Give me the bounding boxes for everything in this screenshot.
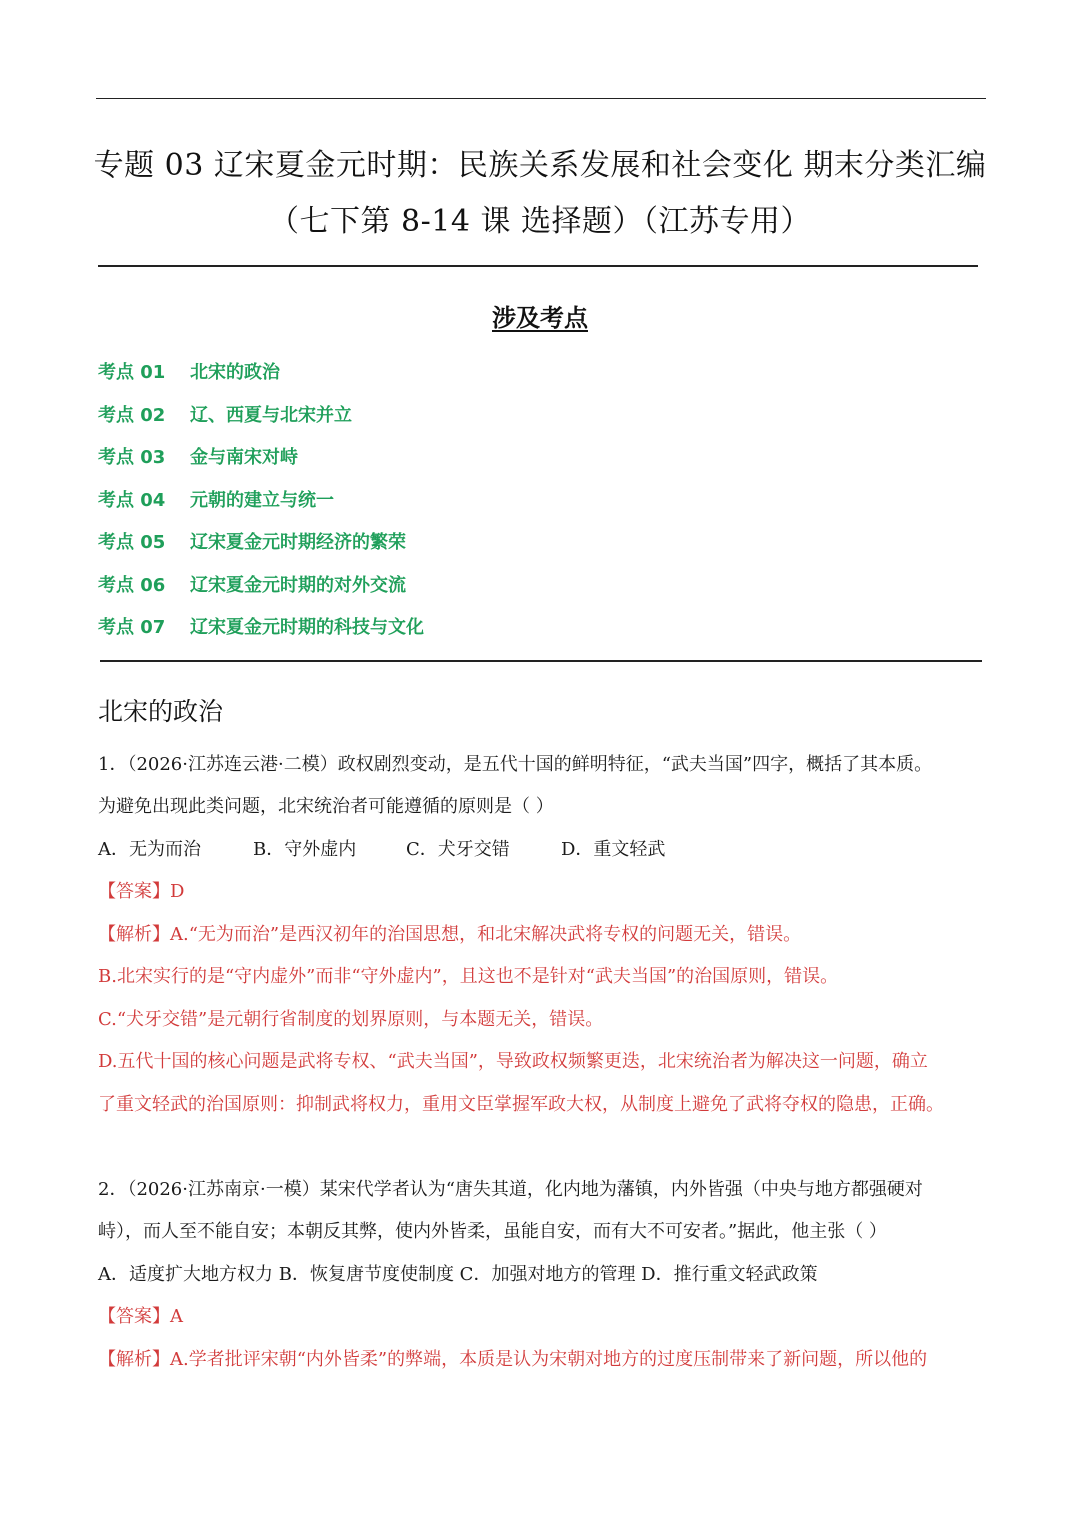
answer-value: A [170, 1306, 183, 1327]
q1-option-d: D．重文轻武 [561, 839, 666, 860]
analysis-tag: 【解析】 [98, 924, 170, 945]
kaodian-number: 考点 01 [98, 362, 166, 384]
q1-option-c: C．犬牙交错 [406, 839, 510, 860]
kaodian-item [98, 393, 424, 436]
kaodian-item [98, 478, 424, 521]
kaodian-item [98, 563, 424, 606]
kaodian-text: 辽宋夏金元时期的对外交流 [190, 574, 406, 596]
q2-answer [98, 1302, 183, 1328]
kaodian-number: 考点 03 [98, 447, 166, 469]
q2-stem-line1: 2．（2026·江苏南京·一模）某宋代学者认为“唐失其道，化内地为藩镇，内外皆强（中央与地方都强硬对 [98, 1179, 923, 1200]
analysis-tag: 【解析】 [98, 1349, 170, 1370]
q1-option-b: B．守外虚内 [253, 839, 357, 860]
kaodian-number: 考点 02 [98, 404, 166, 426]
kaodian-text: 北宋的政治 [190, 362, 280, 384]
answer-tag: 【答案】 [98, 1306, 170, 1327]
q2-analysis-line1 [98, 1345, 927, 1371]
document-title-line1: 专题 03 辽宋夏金元时期：民族关系发展和社会变化 期末分类汇编 [93, 148, 987, 183]
kaodian-number: 考点 06 [98, 574, 166, 596]
kaodian-text: 金与南宋对峙 [190, 447, 298, 469]
section-title: 北宋的政治 [98, 697, 224, 726]
kaodian-text: 辽、西夏与北宋并立 [190, 404, 352, 426]
q1-stem-line2: 为避免出现此类问题，北宋统治者可能遵循的原则是（ ） [98, 796, 554, 817]
analysis-text: A.学者批评宋朝“内外皆柔”的弊端，本质是认为宋朝对地方的过度压制带来了新问题，所以他的 [170, 1349, 928, 1370]
q1-analysis-line2: B.北宋实行的是“守内虚外”而非“守外虚内”，且这也不是针对“武夫当国”的治国原则，错误。 [98, 966, 839, 987]
q1-stem-line1: 1．（2026·江苏连云港·二模）政权剧烈变动，是五代十国的鲜明特征，“武夫当国”四字，概括了其本质。 [98, 754, 933, 775]
kaodian-number: 考点 05 [98, 532, 166, 554]
q1-analysis-line5: 了重文轻武的治国原则：抑制武将权力，重用文臣掌握军政大权，从制度上避免了武将夺权的隐患，正确。 [98, 1094, 944, 1115]
kaodian-item [98, 520, 424, 563]
kaodian-list [98, 350, 424, 648]
top-rule [96, 98, 986, 99]
answer-value: D [170, 881, 185, 902]
q1-option-a: A．无为而治 [98, 839, 201, 860]
q1-answer [98, 877, 184, 903]
kaodian-text: 辽宋夏金元时期经济的繁荣 [190, 532, 406, 554]
analysis-text: A.“无为而治”是西汉初年的治国思想，和北宋解决武将专权的问题无关，错误。 [170, 924, 802, 945]
kaodian-item [98, 605, 424, 648]
kaodian-number: 考点 04 [98, 489, 166, 511]
title-divider [98, 265, 978, 267]
kaodian-heading: 涉及考点 [492, 303, 588, 332]
q2-stem-line2: 峙），而人至不能自安；本朝反其弊，使内外皆柔，虽能自安，而有大不可安者。”据此，他主张（ ） [98, 1221, 887, 1242]
document-title-line2: （七下第 8-14 课 选择题）（江苏专用） [268, 204, 811, 239]
kaodian-text: 元朝的建立与统一 [190, 489, 334, 511]
kaodian-item [98, 350, 424, 393]
q1-options [98, 835, 665, 861]
q1-analysis-line4: D.五代十国的核心问题是武将专权、“武夫当国”，导致政权频繁更迭，北宋统治者为解决这一问题，确立 [98, 1051, 928, 1072]
kaodian-text: 辽宋夏金元时期的科技与文化 [190, 617, 424, 639]
kaodian-divider [100, 660, 982, 662]
answer-tag: 【答案】 [98, 881, 170, 902]
q1-analysis-line3: C.“犬牙交错”是元朝行省制度的划界原则，与本题无关，错误。 [98, 1009, 604, 1030]
q1-analysis-line1 [98, 920, 801, 946]
q2-options: A．适度扩大地方权力 B．恢复唐节度使制度 C．加强对地方的管理 D．推行重文轻武政策 [98, 1264, 818, 1285]
kaodian-number: 考点 07 [98, 617, 166, 639]
kaodian-item [98, 435, 424, 478]
